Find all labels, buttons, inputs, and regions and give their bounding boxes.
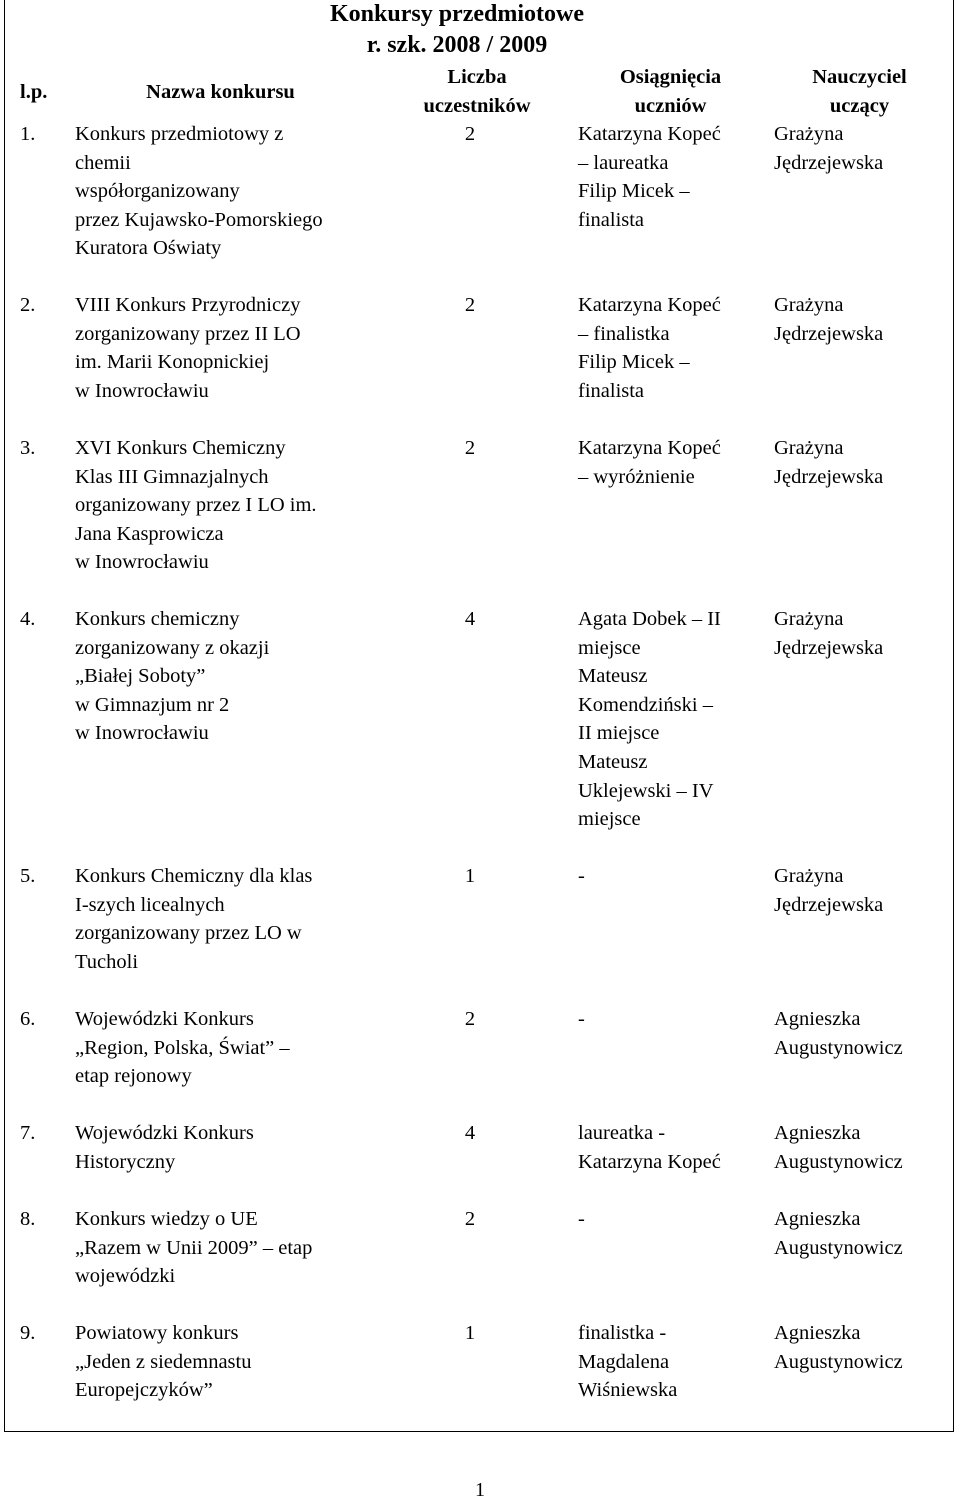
participant-count: 2 xyxy=(464,294,476,316)
teacher: Grażyna Jędrzejewska xyxy=(774,608,884,659)
teacher: Agnieszka Augustynowicz xyxy=(774,1208,903,1259)
achievements: finalistka - Magdalena Wiśniewska xyxy=(578,1322,678,1402)
participant-count: 2 xyxy=(464,437,476,459)
header-count: Liczba uczestników xyxy=(423,66,531,117)
achievements: Agata Dobek – II miejsce Mateusz Komendziński – II miejsce Mateusz Uklejewski – IV miejsce xyxy=(578,608,721,831)
participant-count: 1 xyxy=(464,1322,476,1344)
contest-name: XVI Konkurs Chemiczny Klas III Gimnazjalnych organizowany przez I LO im. Jana Kasprowicza w Inowrocławiu xyxy=(75,437,317,574)
achievements: - xyxy=(578,865,585,887)
achievements: Katarzyna Kopeć – laureatka Filip Micek – finalista xyxy=(578,123,721,231)
participant-count: 4 xyxy=(464,1122,476,1144)
achievements: laureatka - Katarzyna Kopeć xyxy=(578,1122,721,1173)
contest-name: Wojewódzki Konkurs Historyczny xyxy=(75,1122,254,1173)
document-title: Konkursy przedmiotowe xyxy=(330,1,584,27)
achievements: - xyxy=(578,1008,585,1030)
contest-name: Powiatowy konkurs „Jeden z siedemnastu Europejczyków” xyxy=(75,1322,252,1402)
row-number: 1. xyxy=(20,123,36,145)
row-number: 5. xyxy=(20,865,36,887)
contest-name: Konkurs przedmiotowy z chemii współorganizowany przez Kujawsko-Pomorskiego Kuratora Oświaty xyxy=(75,123,323,260)
participant-count: 2 xyxy=(464,1208,476,1230)
contest-name: Konkurs Chemiczny dla klas I-szych licealnych zorganizowany przez LO w Tucholi xyxy=(75,865,313,973)
header-achievements: Osiągnięcia uczniów xyxy=(619,66,722,117)
achievements: - xyxy=(578,1208,585,1230)
participant-count: 4 xyxy=(464,608,476,630)
row-number: 4. xyxy=(20,608,36,630)
row-number: 7. xyxy=(20,1122,36,1144)
teacher: Agnieszka Augustynowicz xyxy=(774,1322,903,1373)
contest-name: VIII Konkurs Przyrodniczy zorganizowany przez II LO im. Marii Konopnickiej w Inowrocławiu xyxy=(75,294,301,402)
teacher: Grażyna Jędrzejewska xyxy=(774,865,884,916)
achievements: Katarzyna Kopeć – finalistka Filip Micek – finalista xyxy=(578,294,721,402)
teacher: Grażyna Jędrzejewska xyxy=(774,437,884,488)
header-lp: l.p. xyxy=(20,81,48,103)
page-number: 1 xyxy=(475,1479,485,1501)
contest-name: Konkurs chemiczny zorganizowany z okazji „Białej Soboty” w Gimnazjum nr 2 w Inowrocławiu xyxy=(75,608,270,745)
row-number: 3. xyxy=(20,437,36,459)
achievements: Katarzyna Kopeć – wyróżnienie xyxy=(578,437,721,488)
contest-name: Wojewódzki Konkurs „Region, Polska, Świat” – etap rejonowy xyxy=(75,1008,290,1088)
teacher: Agnieszka Augustynowicz xyxy=(774,1122,903,1173)
teacher: Grażyna Jędrzejewska xyxy=(774,294,884,345)
row-number: 2. xyxy=(20,294,36,316)
row-number: 6. xyxy=(20,1008,36,1030)
teacher: Grażyna Jędrzejewska xyxy=(774,123,884,174)
participant-count: 1 xyxy=(464,865,476,887)
row-number: 9. xyxy=(20,1322,36,1344)
document-subtitle: r. szk. 2008 / 2009 xyxy=(366,32,548,58)
contest-name: Konkurs wiedzy o UE „Razem w Unii 2009” – etap wojewódzki xyxy=(75,1208,313,1288)
participant-count: 2 xyxy=(464,1008,476,1030)
teacher: Agnieszka Augustynowicz xyxy=(774,1008,903,1059)
header-teacher: Nauczyciel uczący xyxy=(812,66,907,117)
row-number: 8. xyxy=(20,1208,36,1230)
participant-count: 2 xyxy=(464,123,476,145)
header-name: Nazwa konkursu xyxy=(146,81,295,103)
